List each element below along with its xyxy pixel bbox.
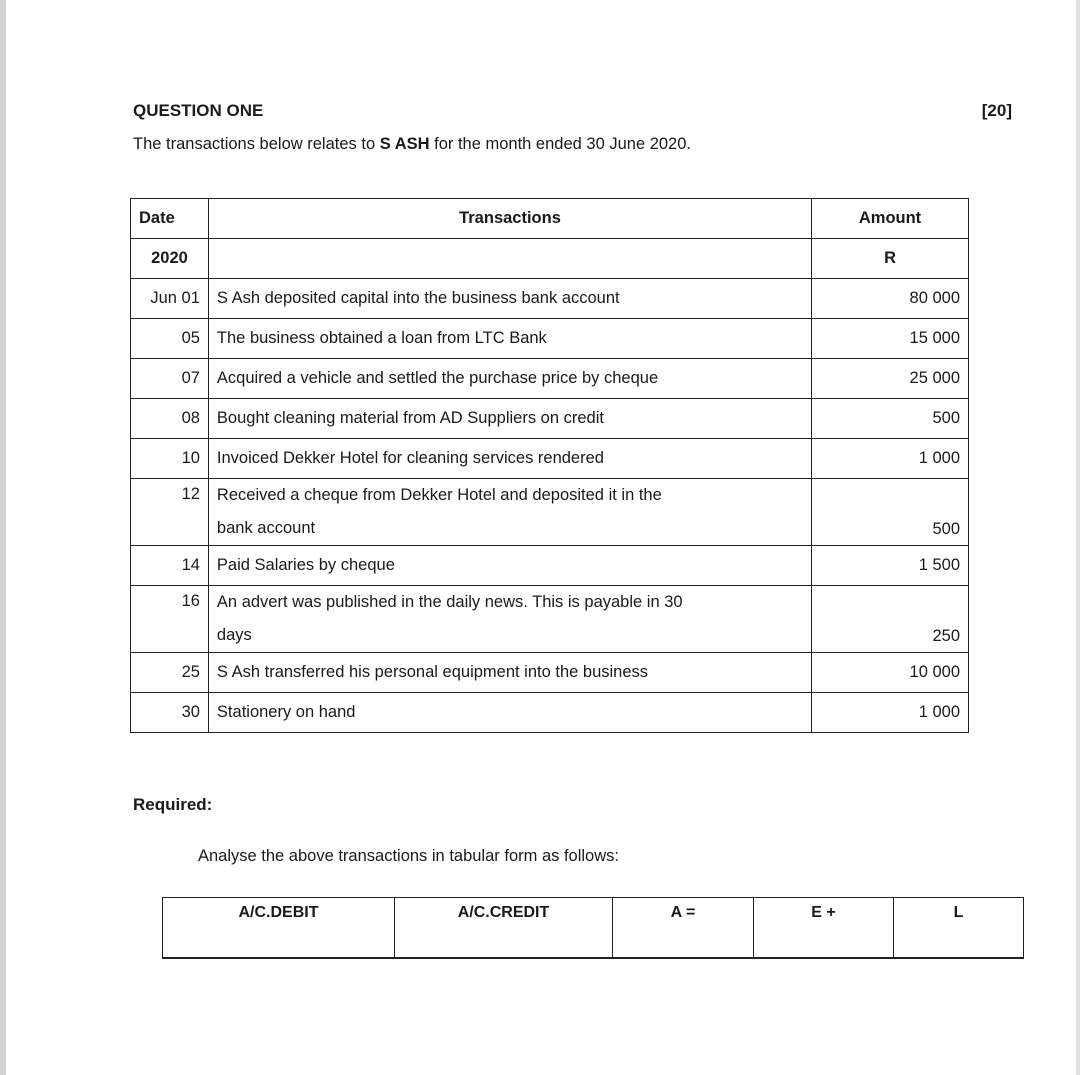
table-row (131, 319, 969, 359)
analysis-col-liabilities: L (894, 898, 1024, 959)
table-row (131, 439, 969, 479)
analysis-col-equity: E + (754, 898, 894, 959)
row-transaction: The business obtained a loan from LTC Bank (208, 319, 811, 359)
row-transaction: Bought cleaning material from AD Suppliers on credit (208, 399, 811, 439)
transactions-table (130, 198, 969, 733)
row-transaction-line1: Received a cheque from Dekker Hotel and deposited it in the (216, 486, 662, 504)
analysis-col-debit: A/C.DEBIT (163, 898, 395, 959)
row-date: 16 (131, 586, 209, 653)
row-transaction: Paid Salaries by cheque (208, 546, 811, 586)
row-date: 30 (131, 693, 209, 733)
page-edge-right (1076, 0, 1080, 1075)
table-row (131, 399, 969, 439)
table-row (131, 586, 969, 653)
row-date: 05 (131, 319, 209, 359)
row-transaction (208, 586, 811, 653)
row-transaction-line2: bank account (216, 519, 316, 537)
intro-text-end: for the month ended 30 June 2020. (429, 135, 691, 153)
row-transaction-line1: An advert was published in the daily news. This is payable in 30 (216, 593, 683, 611)
table-row (131, 693, 969, 733)
question-intro (133, 135, 691, 154)
table-row (131, 479, 969, 546)
row-date: 08 (131, 399, 209, 439)
row-transaction: Acquired a vehicle and settled the purchase price by cheque (208, 359, 811, 399)
table-subheader-row (131, 239, 969, 279)
row-transaction: Invoiced Dekker Hotel for cleaning services rendered (208, 439, 811, 479)
row-transaction: S Ash transferred his personal equipment into the business (208, 653, 811, 693)
row-amount: 80 000 (812, 279, 969, 319)
required-instruction: Analyse the above transactions in tabular form as follows: (198, 847, 619, 865)
row-transaction-line2: days (216, 626, 252, 644)
subheader-currency: R (812, 239, 969, 279)
row-amount: 15 000 (812, 319, 969, 359)
header-transactions: Transactions (208, 199, 811, 239)
header-amount: Amount (812, 199, 969, 239)
analysis-col-assets: A = (613, 898, 754, 959)
table-row (131, 653, 969, 693)
row-amount: 10 000 (812, 653, 969, 693)
row-amount: 1 000 (812, 693, 969, 733)
table-header-row (131, 199, 969, 239)
subheader-year: 2020 (131, 239, 209, 279)
row-date: 25 (131, 653, 209, 693)
row-amount: 1 000 (812, 439, 969, 479)
analysis-header-row (163, 898, 1024, 959)
row-amount: 500 (812, 399, 969, 439)
row-transaction: Stationery on hand (208, 693, 811, 733)
row-date: 10 (131, 439, 209, 479)
header-date: Date (131, 199, 209, 239)
table-row (131, 359, 969, 399)
row-amount: 1 500 (812, 546, 969, 586)
question-title: QUESTION ONE (133, 101, 264, 120)
page-edge-left (0, 0, 6, 1075)
row-amount: 250 (812, 586, 969, 653)
analysis-col-credit: A/C.CREDIT (395, 898, 613, 959)
row-date: 12 (131, 479, 209, 546)
subheader-empty (208, 239, 811, 279)
question-marks: [20] (981, 101, 1012, 120)
table-row (131, 546, 969, 586)
row-amount: 500 (812, 479, 969, 546)
row-transaction (208, 479, 811, 546)
row-transaction: S Ash deposited capital into the business bank account (208, 279, 811, 319)
row-date: 14 (131, 546, 209, 586)
row-amount: 25 000 (812, 359, 969, 399)
row-date: 07 (131, 359, 209, 399)
intro-text-start: The transactions below relates to (133, 135, 380, 153)
table-row (131, 279, 969, 319)
required-heading: Required: (133, 795, 213, 814)
analysis-table (162, 897, 1024, 959)
intro-text-bold: S ASH (379, 135, 430, 153)
row-date: Jun 01 (131, 279, 209, 319)
